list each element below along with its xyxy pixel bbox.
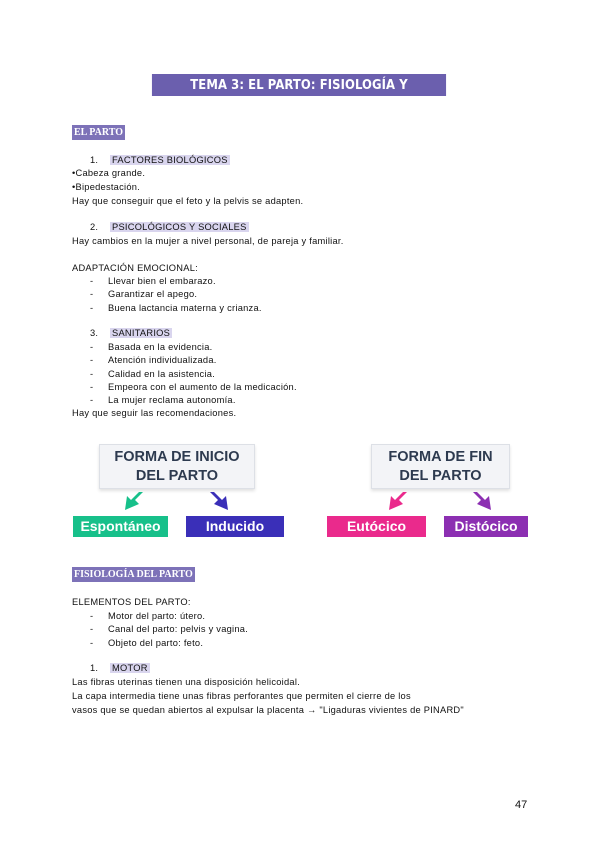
- list-item: - Garantizar el apego.: [90, 289, 198, 299]
- text-line: •Bipedestación.: [72, 182, 140, 192]
- text-line: •Cabeza grande.: [72, 168, 146, 178]
- forma-fin-box: [371, 444, 510, 489]
- box-title-line: DEL PARTO: [399, 468, 482, 484]
- inducido-label: Inducido: [186, 516, 284, 537]
- elementos-heading: ELEMENTOS DEL PARTO:: [72, 597, 191, 607]
- box-title-line: DEL PARTO: [135, 468, 219, 484]
- arrow-down-left-icon: [384, 490, 410, 512]
- text-line: vasos que se quedan abiertos al expulsar la placenta → "Ligaduras vivientes de PINARD": [72, 705, 464, 715]
- list-item: - Buena lactancia materna y crianza.: [90, 303, 262, 313]
- section-heading-fisiologia: FISIOLOGÍA DEL PARTO: [74, 569, 193, 580]
- list-item-psicologicos: [90, 221, 249, 234]
- item-label: SANITARIOS: [112, 328, 171, 338]
- box-title-line: FORMA DE INICIO: [114, 449, 240, 465]
- list-number: 3.: [90, 328, 99, 338]
- espontaneo-label: Espontáneo: [73, 516, 168, 537]
- list-item: - Atención individualizada.: [90, 355, 217, 365]
- list-item: - Motor del parto: útero.: [90, 611, 206, 621]
- text-line: Hay que seguir las recomendaciones.: [72, 408, 237, 418]
- list-number: 2.: [90, 222, 99, 232]
- list-item: - Llevar bien el embarazo.: [90, 276, 216, 286]
- section-heading-el-parto: EL PARTO: [74, 127, 124, 138]
- list-item: - Empeora con el aumento de la medicación.: [90, 382, 297, 392]
- arrow-down-right-icon: [470, 490, 496, 512]
- list-item-factores-biologicos: [90, 154, 230, 167]
- item-label: PSICOLÓGICOS Y SOCIALES: [112, 222, 247, 232]
- item-label: FACTORES BIOLÓGICOS: [112, 155, 228, 165]
- adaptacion-heading: ADAPTACIÓN EMOCIONAL:: [72, 263, 198, 273]
- list-number: 1.: [90, 155, 99, 165]
- text-line: Las fibras uterinas tienen una disposición helicoidal.: [72, 677, 300, 687]
- list-item: - Objeto del parto: feto.: [90, 638, 204, 648]
- list-item-sanitarios: [90, 327, 172, 340]
- list-number: 1.: [90, 663, 99, 673]
- forma-inicio-box: [99, 444, 255, 489]
- eutocico-label: Eutócico: [327, 516, 426, 537]
- arrow-down-right-icon: [207, 490, 233, 512]
- text-line: La capa intermedia tiene unas fibras perforantes que permiten el cierre de los: [72, 691, 411, 701]
- text-line: Hay que conseguir que el feto y la pelvis se adapten.: [72, 196, 304, 206]
- arrow-down-left-icon: [120, 490, 146, 512]
- text-line: Hay cambios en la mujer a nivel personal, de pareja y familiar.: [72, 236, 344, 246]
- box-title-line: FORMA DE FIN: [388, 449, 493, 465]
- page-number: 47: [515, 799, 528, 811]
- list-item-motor: [90, 662, 150, 675]
- list-item: - Basada en la evidencia.: [90, 342, 213, 352]
- list-item: - Canal del parto: pelvis y vagina.: [90, 624, 249, 634]
- list-item: - Calidad en la asistencia.: [90, 369, 216, 379]
- item-label: MOTOR: [112, 663, 148, 673]
- distocico-label: Distócico: [444, 516, 528, 537]
- list-item: - La mujer reclama autonomía.: [90, 395, 236, 405]
- page-title: TEMA 3: EL PARTO: FISIOLOGÍA Y PROBLEMAS DE SALUD: [152, 74, 446, 96]
